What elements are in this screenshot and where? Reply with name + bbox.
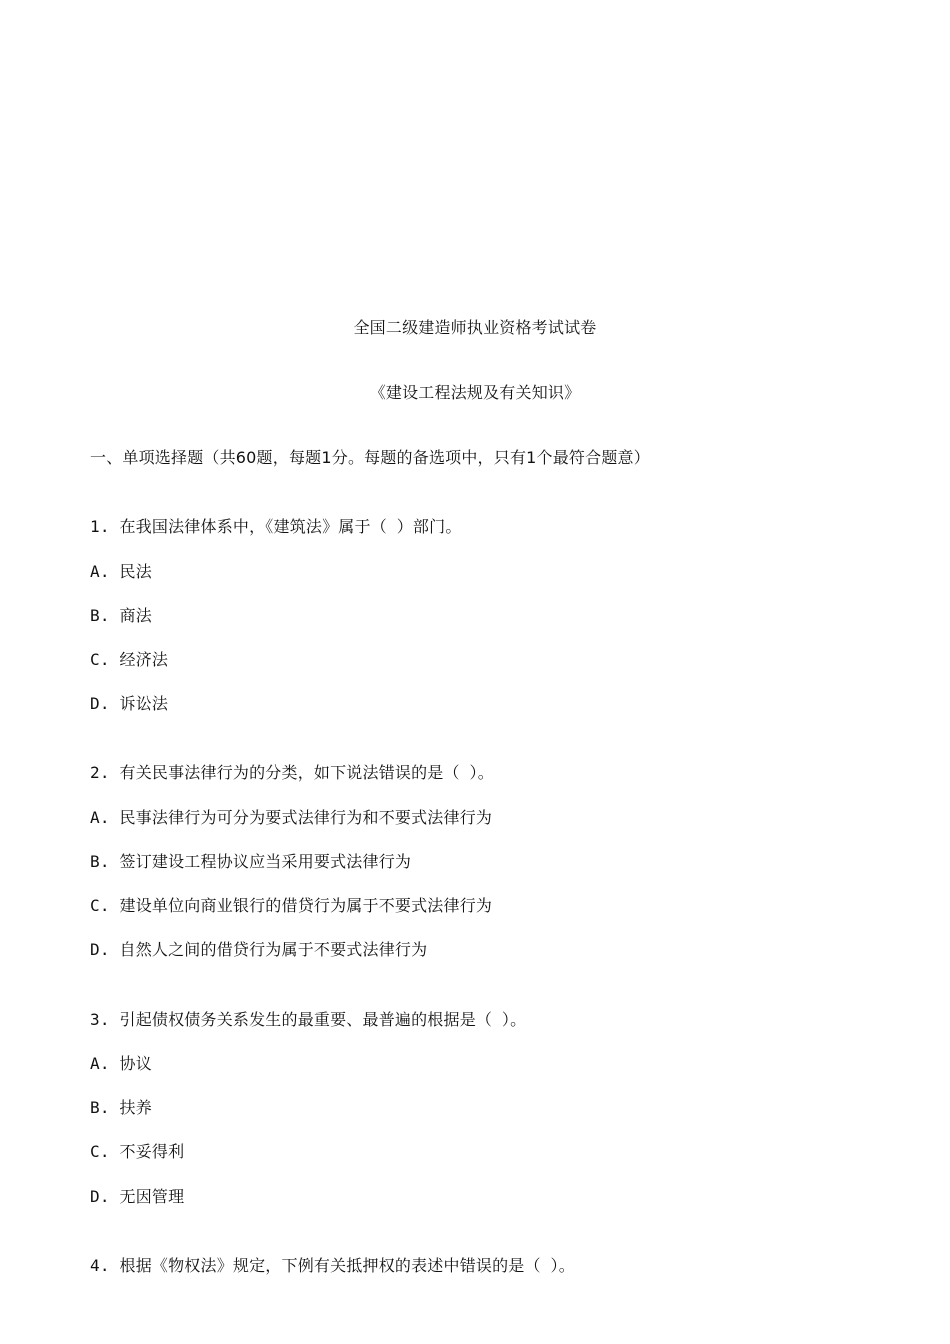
question-1-option-b: B. 商法	[90, 606, 152, 625]
question-1-option-d: D. 诉讼法	[90, 694, 169, 713]
section-heading: 一、单项选择题（共60题，每题1分。每题的备选项中，只有1个最符合题意）	[90, 448, 650, 467]
question-3-option-c: C. 不妥得利	[90, 1142, 185, 1161]
question-1-option-c: C. 经济法	[90, 650, 169, 669]
question-2-option-c: C. 建设单位向商业银行的借贷行为属于不要式法律行为	[90, 896, 493, 915]
question-3-option-b: B. 扶养	[90, 1098, 152, 1117]
question-2-stem: 2. 有关民事法律行为的分类，如下说法错误的是（ ）。	[90, 763, 494, 782]
question-2-option-b: B. 签订建设工程协议应当采用要式法律行为	[90, 852, 412, 871]
question-2-option-d: D. 自然人之间的借贷行为属于不要式法律行为	[90, 940, 428, 959]
question-1-option-a: A. 民法	[90, 562, 152, 581]
page-title: 全国二级建造师执业资格考试试卷	[353, 318, 597, 337]
question-3-stem: 3. 引起债权债务关系发生的最重要、最普遍的根据是（ ）。	[90, 1010, 527, 1029]
question-3-option-d: D. 无因管理	[90, 1187, 185, 1206]
question-3-option-a: A. 协议	[90, 1054, 152, 1073]
question-4-stem: 4. 根据《物权法》规定，下例有关抵押权的表述中错误的是（ ）。	[90, 1256, 575, 1275]
page-subtitle: 《建设工程法规及有关知识》	[369, 383, 581, 402]
question-2-option-a: A. 民事法律行为可分为要式法律行为和不要式法律行为	[90, 808, 493, 827]
question-1-stem: 1. 在我国法律体系中，《建筑法》属于（ ）部门。	[90, 517, 462, 536]
